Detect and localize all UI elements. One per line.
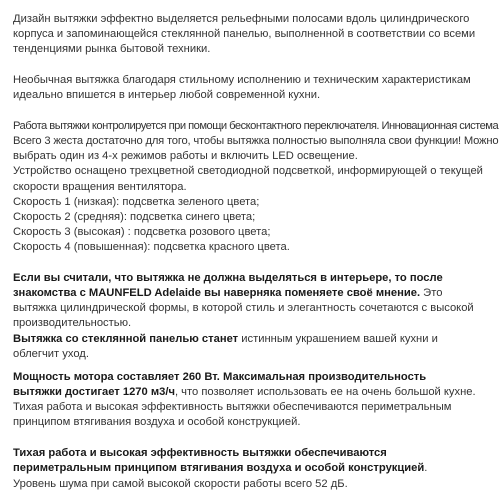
description-paragraph-6-line-2-tail: . <box>424 462 428 474</box>
description-paragraph-4-line-2 <box>13 286 442 300</box>
description-paragraph-1-line-3: тенденциями рынка бытовой техники. <box>13 43 211 55</box>
description-paragraph-3-line-3: выбрать один из 4-х режимов работы и включить LED освещение. <box>13 150 358 162</box>
description-paragraph-6-line-1: Тихая работа и высокая эффективность вытяжки обеспечиваются <box>13 447 387 459</box>
description-paragraph-6-line-2 <box>13 461 427 475</box>
description-paragraph-5-line-3: Тихая работа и высокая эффективность вытяжки обеспечиваются периметральным <box>13 401 452 413</box>
performance-line <box>13 385 476 399</box>
speed-2-line: Скорость 2 (средняя): подсветка синего цвета; <box>13 211 256 223</box>
speed-1-line: Скорость 1 (низкая): подсветка зеленого цвета; <box>13 196 260 208</box>
noise-level-line: Уровень шума при самой высокой скорости работы всего 52 дБ. <box>13 478 348 490</box>
description-paragraph-3-line-4: Устройство оснащено трехцветной светодиодной подсветкой, информирующей о текущей <box>13 165 483 177</box>
description-paragraph-4-line-5 <box>13 332 438 346</box>
description-paragraph-4-line-3: вытяжка цилиндрической формы, в которой стиль и элегантность сочетаются с высокой <box>13 302 474 314</box>
performance-line-tail: , что позволяет использовать ее на очень большой кухне. <box>174 386 476 398</box>
description-paragraph-1-line-2: корпуса и запоминающейся стеклянной панелью, выполненной в соответствии со всеми <box>13 28 476 40</box>
motor-power-line: Мощность мотора составляет 260 Вт. Максимальная производительность <box>13 371 427 383</box>
description-paragraph-4-line-4: производительностью. <box>13 317 132 329</box>
speed-3-line: Скорость 3 (высокая) : подсветка розового цвета; <box>13 226 271 238</box>
performance-highlight-text: вытяжки достигает 1270 м3/ч <box>13 386 175 398</box>
description-paragraph-4-line-1: Если вы считали, что вытяжка не должна выделяться в интерьере, то после <box>13 272 443 284</box>
description-paragraph-5-line-4: принципом втягивания воздуха и особой конструкцией. <box>13 416 301 428</box>
description-paragraph-3-line-5: скорости вращения вентилятора. <box>13 181 187 193</box>
description-paragraph-4-line-6: облегчит уход. <box>13 348 89 360</box>
description-paragraph-3-line-2: Всего 3 жеста достаточно для того, чтобы вытяжка полностью выполняла свои функции! Можно <box>13 135 499 147</box>
speed-4-line: Скорость 4 (повышенная): подсветка красного цвета. <box>13 241 290 253</box>
brand-highlight-text: знакомства с MAUNFELD Adelaide вы наверняка поменяете своё мнение. <box>13 287 421 299</box>
description-paragraph-4-line-5-tail: истинным украшением вашей кухни и <box>238 333 438 345</box>
glass-panel-highlight-text: Вытяжка со стеклянной панелью станет <box>13 333 239 345</box>
description-paragraph-4-line-2-tail: Это <box>420 287 443 299</box>
description-paragraph-3-line-1: Работа вытяжки контролируется при помощи бесконтактного переключателя. Инновационная система <box>13 120 499 132</box>
description-paragraph-2-line-2: идеально впишется в интерьер любой современной кухни. <box>13 89 321 101</box>
description-paragraph-1-line-1: Дизайн вытяжки эффектно выделяется рельефными полосами вдоль цилиндрического <box>13 13 470 25</box>
description-paragraph-2-line-1: Необычная вытяжка благодаря стильному исполнению и техническим характеристикам <box>13 74 471 86</box>
perimeter-principle-highlight-text: периметральным принципом втягивания воздуха и особой конструкцией <box>13 462 425 474</box>
